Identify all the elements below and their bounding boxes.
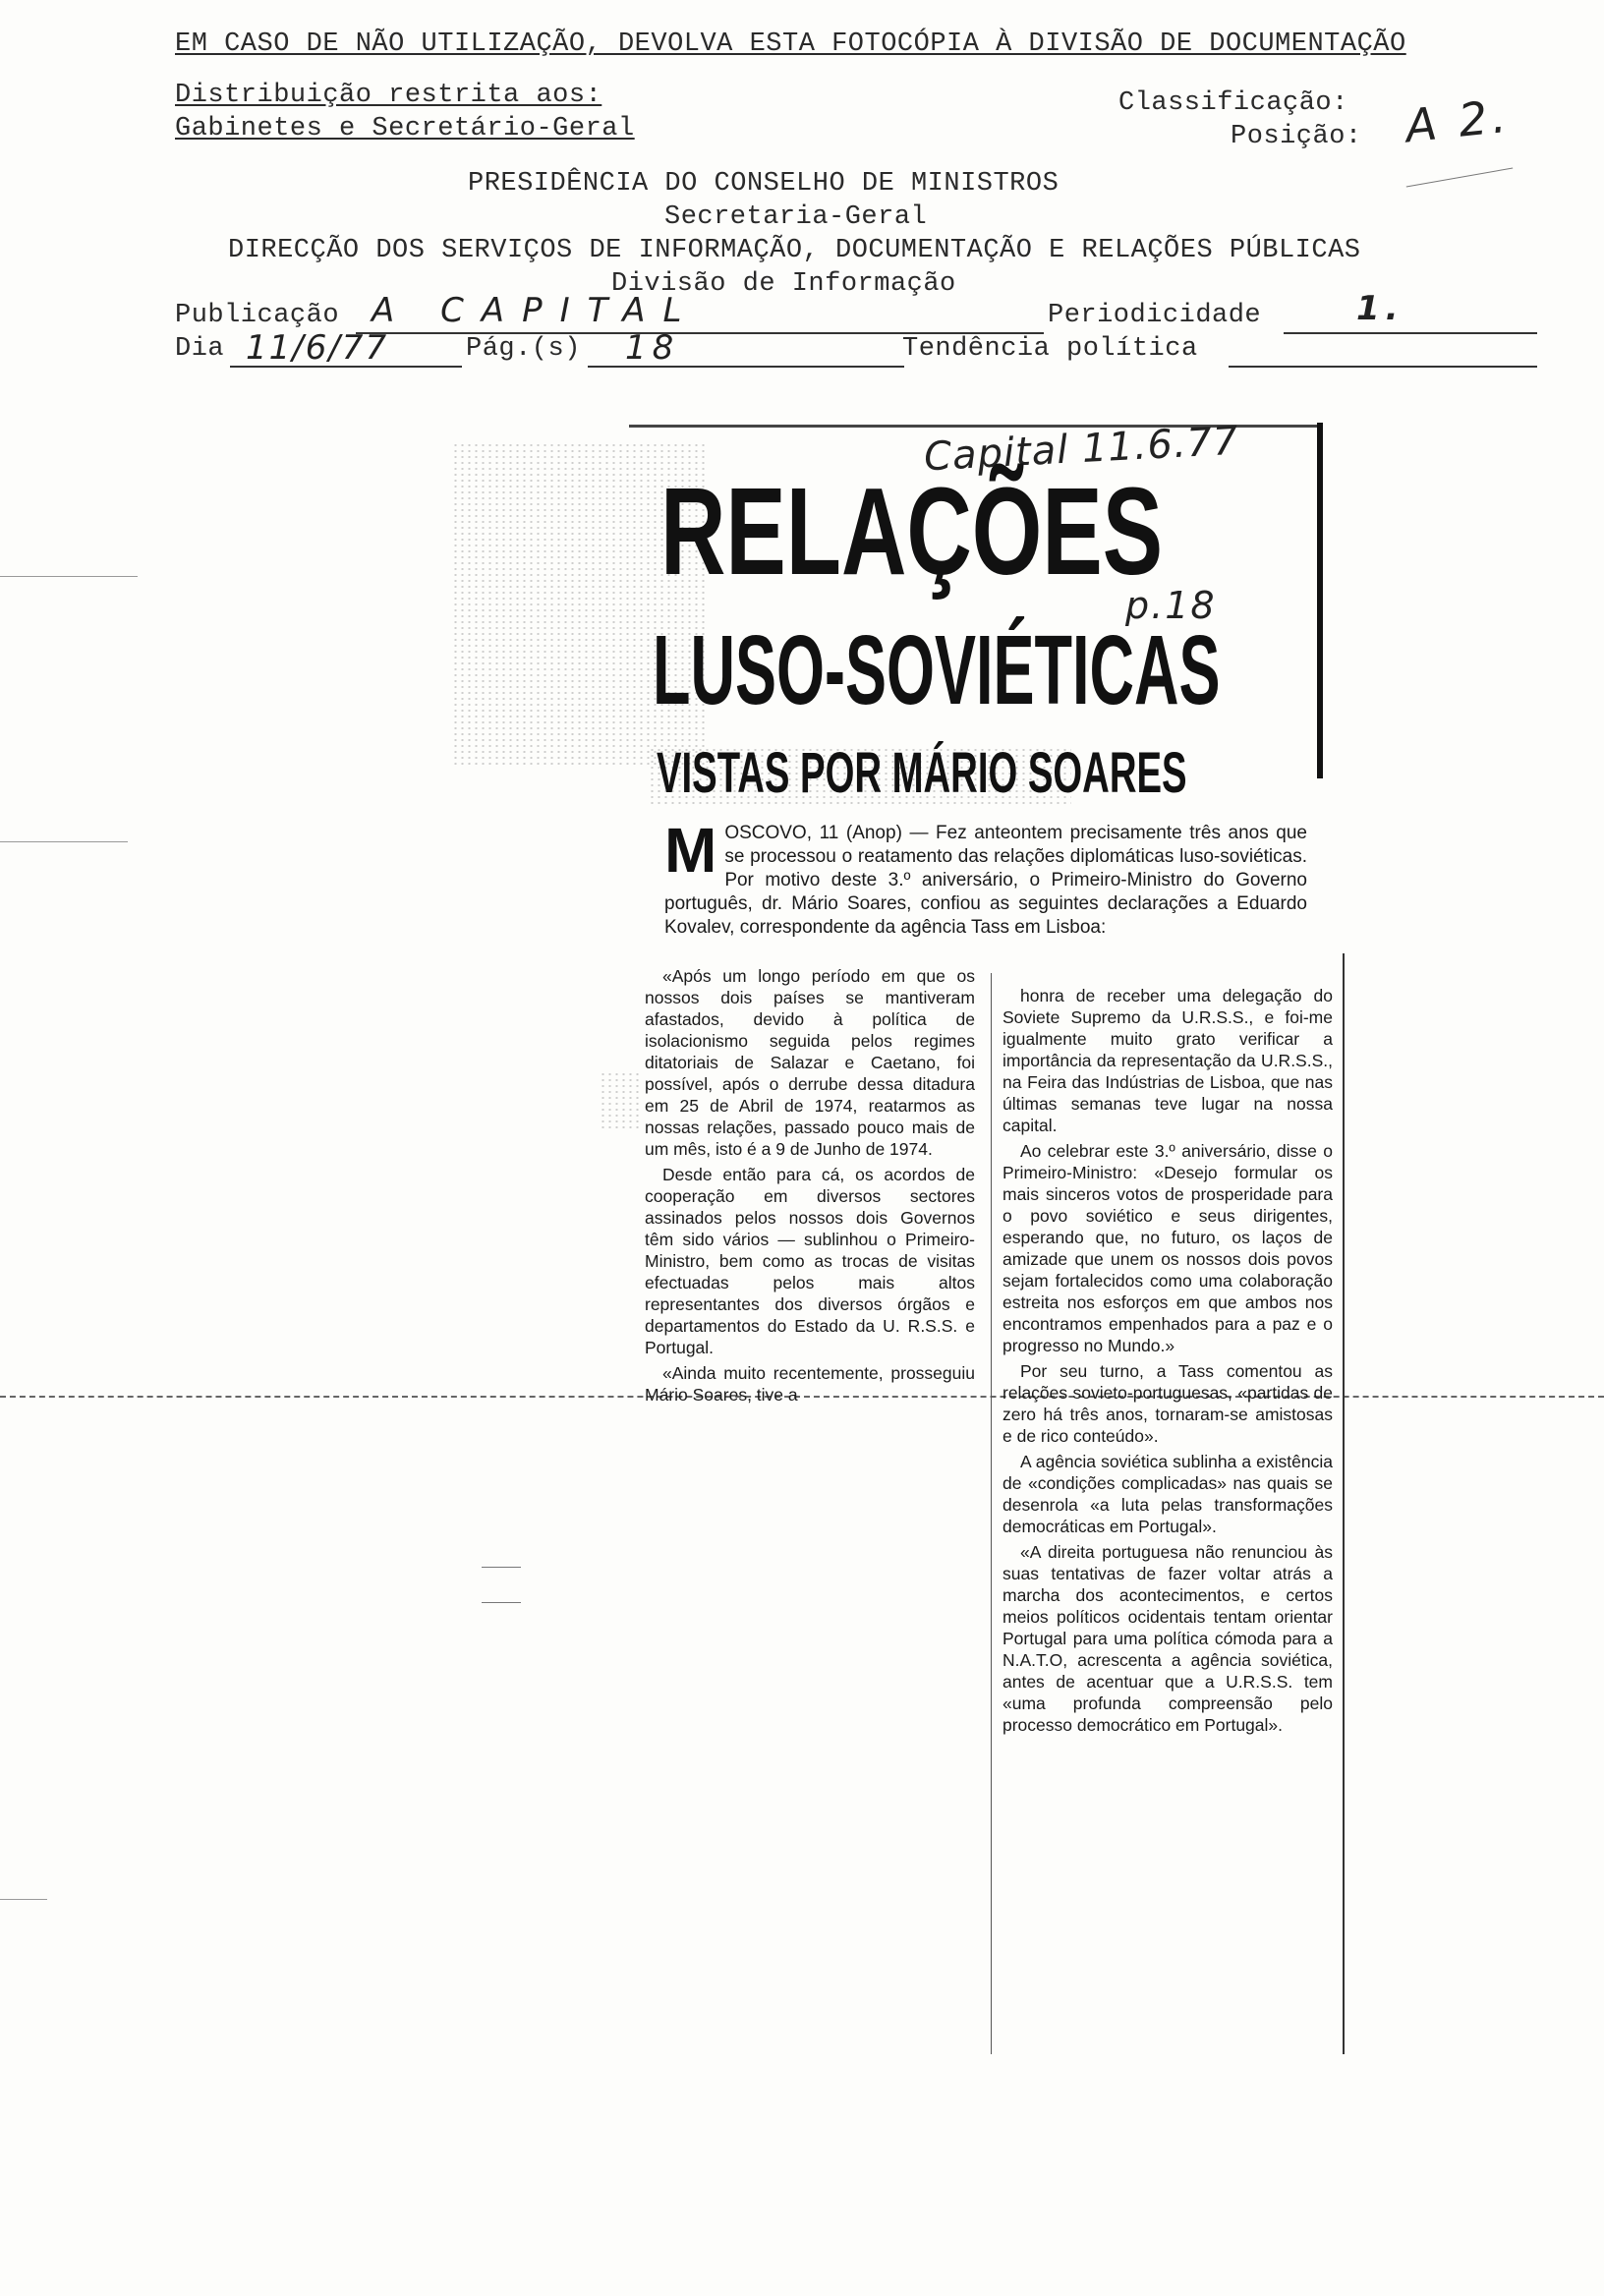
scan-mark	[482, 1602, 521, 1603]
posicao-label: Posição:	[1231, 122, 1362, 151]
newspaper-clipping	[629, 418, 1376, 2025]
article-column-2	[1002, 985, 1333, 1740]
distribution-recipients: Gabinetes e Secretário-Geral	[175, 114, 635, 144]
scan-mark	[0, 1899, 47, 1900]
handwritten-page-note: p.18	[1125, 584, 1217, 627]
column-2-paragraph: honra de receber uma delegação do Soviete Supremo da U.R.S.S., e foi-me igualmente muito grato verificar a importância da representação da U.R.S.S., na Feira das Indústrias de Lisboa, que nas últimas semanas teve lugar na nossa capital.	[1002, 986, 1333, 1135]
return-notice: EM CASO DE NÃO UTILIZAÇÃO, DEVOLVA ESTA FOTOCÓPIA À DIVISÃO DE DOCUMENTAÇÃO	[175, 29, 1406, 59]
headline-vistas-por: VISTAS POR MÁRIO SOARES	[657, 741, 1187, 805]
article-lead	[664, 815, 1307, 940]
org-direccao: DIRECÇÃO DOS SERVIÇOS DE INFORMAÇÃO, DOCUMENTAÇÃO E RELAÇÕES PÚBLICAS	[228, 236, 1361, 265]
classificacao-label: Classificação:	[1118, 88, 1348, 118]
column-1-paragraph: «Ainda muito recentemente, prosseguiu Mário Soares, tive a	[645, 1363, 975, 1405]
publicacao-handwritten: A CAPITAL	[372, 291, 700, 330]
column-2-paragraph: A agência soviética sublinha a existência de «condições complicadas» nas quais se desenrola «a luta pelas transformações democráticas em Portugal».	[1002, 1452, 1333, 1536]
column-2-paragraph: Ao celebrar este 3.º aniversário, disse o Primeiro-Ministro: «Desejo formular os mais sinceros votos de prosperidade para o povo soviético e seus dirigentes, esperando que, no futuro, os laços de amizade que unem os nossos dois povos sejam fortalecidos como uma colaboração estreita nos esforços em que ambos nos encontramos empenhados para a paz e o progresso no Mundo.»	[1002, 1141, 1333, 1355]
classificacao-handwritten: A 2.	[1403, 88, 1513, 153]
dia-label: Dia	[175, 334, 225, 364]
org-secretaria: Secretaria-Geral	[664, 202, 928, 232]
publicacao-label: Publicação	[175, 301, 340, 330]
paginas-handwritten: 18	[625, 328, 680, 368]
scan-mark	[0, 576, 138, 577]
periodicidade-handwritten: 1.	[1356, 289, 1404, 328]
column-2-paragraph: Por seu turno, a Tass comentou as relações sovieto-portuguesas, «partidas de zero há três anos, tornaram-se amistosas e de rico conteúdo».	[1002, 1361, 1333, 1446]
handwritten-stroke	[1406, 167, 1514, 187]
headline-luso-sovieticas: LUSO-SOVIÉTICAS	[653, 615, 1221, 725]
halftone-grain	[600, 1071, 639, 1130]
tendencia-line	[1229, 366, 1537, 368]
paginas-label: Pág.(s)	[466, 334, 581, 364]
org-divisao: Divisão de Informação	[611, 269, 956, 299]
tendencia-label: Tendência política	[902, 334, 1198, 364]
handwritten-date-note: Capital 11.6.77	[923, 418, 1240, 481]
scan-mark	[0, 841, 128, 842]
article-column-1	[645, 965, 975, 1409]
dia-handwritten: 11/6/77	[246, 328, 389, 368]
headline-relacoes: RELAÇÕES	[660, 462, 1164, 601]
column-divider	[991, 973, 992, 2054]
periodicidade-label: Periodicidade	[1048, 301, 1262, 330]
distribution-label: Distribuição restrita aos:	[175, 81, 602, 110]
column-1-paragraph: «Após um longo período em que os nossos dois países se mantiveram afastados, devido à política de isolacionismo seguida pelos regimes ditatoriais de Salazar e Caetano, foi possível, após o derrube dessa ditadura em 25 de Abril de 1974, reatarmos as nossas relações, passado pouco mais de um mês, isto é a 9 de Junho de 1974.	[645, 966, 975, 1159]
clipping-right-edge	[1343, 953, 1345, 2054]
scan-mark	[482, 1567, 521, 1568]
periodicidade-line	[1284, 332, 1537, 334]
lead-text: OSCOVO, 11 (Anop) — Fez anteontem precisamente três anos que se processou o reatamento das relações diplomáticas luso-soviéticas. Por motivo deste 3.º aniversário, o Primeiro-Ministro do Governo português, dr. Mário Soares, confiou as seguintes declarações a Eduardo Kovalev, correspondente da agência Tass em Lisboa:	[664, 823, 1307, 938]
column-1-paragraph: Desde então para cá, os acordos de cooperação em diversos sectores assinados pelos nossos dois Governos têm sido vários — sublinhou o Primeiro-Ministro, bem como as trocas de visitas efectuadas pelos mais altos representantes dos diversos órgãos e departamentos do Estado da U. R.S.S. e Portugal.	[645, 1165, 975, 1357]
org-presidencia: PRESIDÊNCIA DO CONSELHO DE MINISTROS	[468, 169, 1060, 199]
lead-dropcap: M	[664, 815, 717, 886]
column-2-paragraph: «A direita portuguesa não renunciou às suas tentativas de fazer voltar atrás a marcha dos acontecimentos, e certos meios políticos ocidentais tentam orientar Portugal para uma política cómoda para a N.A.T.O, acrescenta a agência soviética, antes de acentuar que a U.R.S.S. tem «uma profunda compreensão pelo processo democrático em Portugal».	[1002, 1542, 1333, 1735]
clipping-border-rule	[1317, 423, 1323, 778]
